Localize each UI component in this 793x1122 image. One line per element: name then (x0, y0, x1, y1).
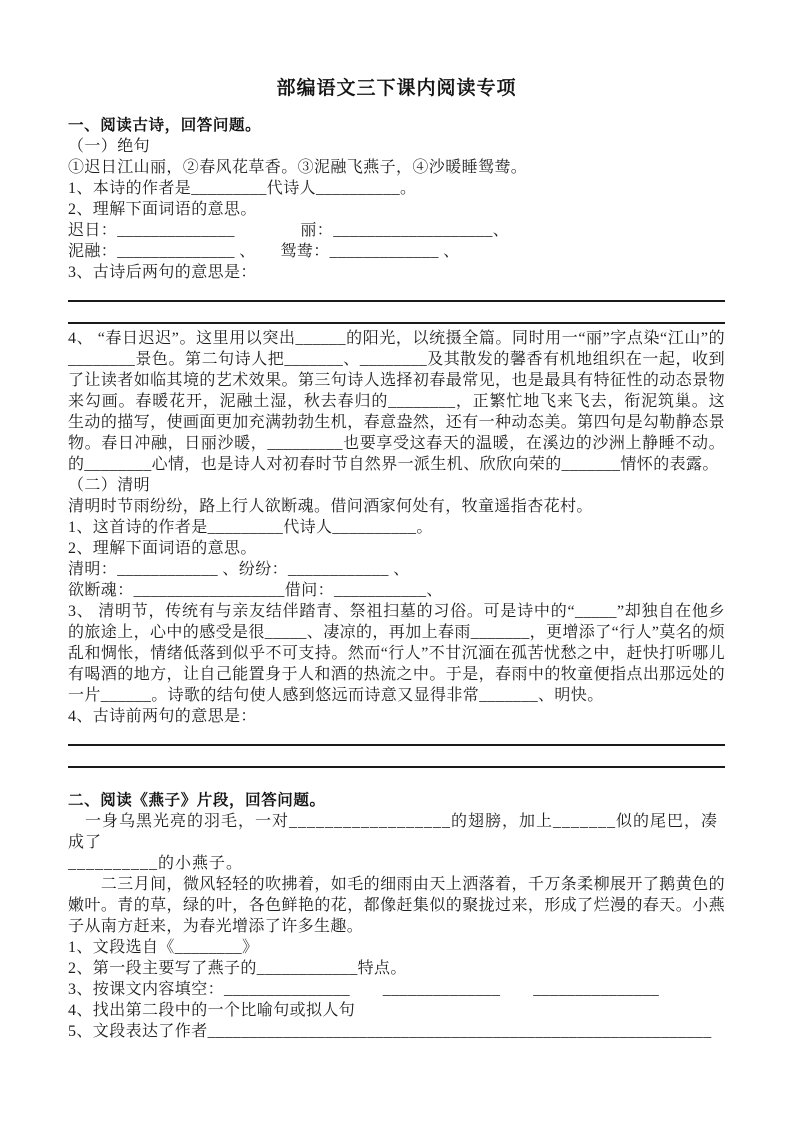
yanzi-passage-para-2: 二三月间，微风轻轻的吹拂着，如毛的细雨由天上洒落着，千万条柔柳展开了鹅黄色的嫩叶。青的草，绿的叶，各色鲜艳的花，都像赶集似的聚拢过来，形成了烂漫的春天。小燕子从南方赶来，为春光增添了许多生趣。 (68, 876, 725, 935)
poem-qingming-label: （二）清明 (68, 477, 151, 494)
jueju-q2-words-row-1: 迟日：______________ 丽：___________________、 (68, 222, 510, 239)
answer-line (68, 283, 725, 302)
jueju-q2-words-row-2: 泥融：______________ 、 鸳鸯：_____________ 、 (68, 243, 460, 260)
yanzi-q5-author-feeling: 5、文段表达了作者____________________________________________________________ (68, 1023, 712, 1040)
yanzi-passage-line-1: 一身乌黑光亮的羽毛，一对__________________的翅膀，加上_______似的尾巴，凑成了 (68, 813, 719, 851)
qingming-q2-prompt: 2、理解下面词语的意思。 (68, 540, 257, 557)
qingming-q2-words-row-2: 欲断魂：__________________借问：___________、 (68, 582, 443, 599)
poem-jueju-label: （一）绝句 (68, 138, 151, 155)
section-2-heading: 二、阅读《燕子》片段，回答问题。 (68, 792, 326, 809)
qingming-q1-author-line: 1、这首诗的作者是_________代诗人__________。 (68, 519, 433, 536)
yanzi-passage-line-2: __________的小燕子。 (68, 855, 244, 872)
yanzi-q2-feature: 2、第一段主要写了燕子的____________特点。 (68, 960, 407, 977)
answer-line (68, 302, 725, 324)
poem-jueju-text: ①迟日江山丽，②春风花草香。③泥融飞燕子，④沙暖睡鸳鸯。 (68, 159, 528, 176)
poem-qingming-text: 清明时节雨纷纷，路上行人欲断魂。借问酒家何处有，牧童遥指杏花村。 (68, 498, 593, 515)
yanzi-q4-prompt: 4、找出第二段中的一个比喻句或拟人句 (68, 1002, 356, 1019)
document-body (68, 78, 725, 1042)
jueju-q4-analysis-cloze: 4、 “春日迟迟”。这里用以突出______的阳光，以统摄全篇。同时用一“丽”字点染“江山”的________景色。第二句诗人把_______、________及其散发的馨香有机地组织在一起，收到了让读者如临其境的艺术效果。第三句诗人选择初春最常见，也是最具有特征性的动态景物来勾画。春暖花开，泥融土湿，秋去春归的________，正繁忙地飞来飞去，衔泥筑巢。这生动的描写，使画面更加充满勃勃生机，春意盎然，还有一种动态美。第四句是勾勒静态景物。春日冲融，日丽沙暖，_________也要享受这春天的温暖，在溪边的沙洲上静睡不动。的________心情，也是诗人对初春时节自然界一派生机、欣欣向荣的_______情怀的表露。 (68, 330, 725, 473)
doc-title: 部编语文三下课内阅读专项 (276, 78, 517, 99)
qingming-q3-analysis-cloze: 3、 清明节，传统有与亲友结伴踏青、祭祖扫墓的习俗。可是诗中的“_____”却独自在他乡的旅途上，心中的感受是很_____、凄凉的，再加上春雨_______，更增添了“行人”莫名的烦乱和惆怅，情绪低落到似乎不可支持。然而“行人”不甘沉湎在孤苦忧愁之中，赶快打听哪儿有喝酒的地方，让自己能置身于人和酒的热流之中。于是，春雨中的牧童便指点出那远处的一片______。诗歌的结句使人感到悠远而诗意又显得非常_______、明快。 (68, 603, 726, 704)
jueju-q3-prompt: 3、古诗后两句的意思是： (68, 264, 257, 281)
answer-line (68, 727, 725, 746)
jueju-q1-author-line: 1、本诗的作者是_________代诗人__________。 (68, 180, 417, 197)
qingming-q2-words-row-1: 清明：____________ 、纷纷：____________ 、 (68, 561, 410, 578)
yanzi-q3-fill-blanks: 3、按课文内容填空：_______________ ______________ _______________ (68, 981, 660, 998)
section-1-heading: 一、阅读古诗，回答问题。 (68, 117, 262, 134)
qingming-q4-prompt: 4、古诗前两句的意思是： (68, 708, 257, 725)
answer-line (68, 746, 725, 768)
yanzi-q1-source: 1、文段选自《________》 (68, 939, 259, 956)
jueju-q2-prompt: 2、理解下面词语的意思。 (68, 201, 257, 218)
